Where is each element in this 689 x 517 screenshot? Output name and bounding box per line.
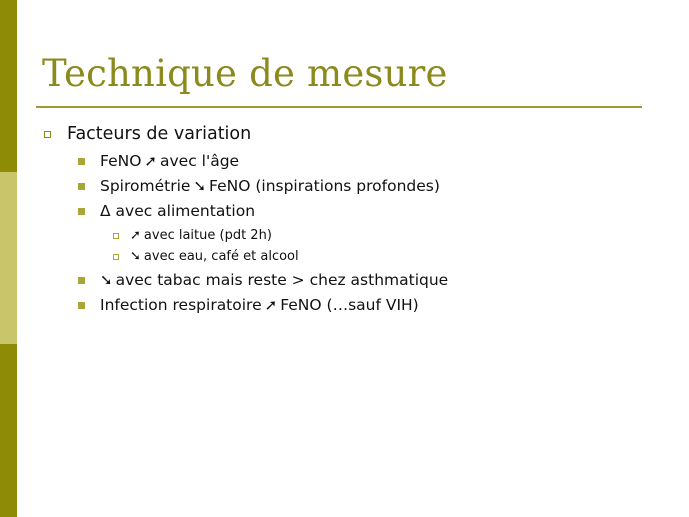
arrow-up-right-icon: ➚ [130,228,141,243]
list-item [78,271,448,289]
item-text: avec eau, café et alcool [143,249,299,264]
heading-text: Facteurs de variation [67,124,252,144]
left-accent-bar-bottom [0,344,17,517]
arrow-down-right-icon: ➘ [193,177,207,195]
item-text: FeNO [100,152,142,170]
sub-list-item [113,249,299,264]
left-accent-bar-top [0,0,17,172]
sub-list-item [113,228,272,243]
square-bullet-icon [78,302,85,309]
small-square-bullet-icon [113,254,119,260]
list-item [78,202,255,220]
arrow-down-right-icon: ➘ [100,271,113,289]
item-text: Infection respiratoire [100,296,262,314]
square-bullet-icon [78,183,85,190]
list-item [78,152,239,170]
left-accent-bar-middle [0,172,17,344]
item-text: avec l'âge [159,152,240,170]
list-item [78,296,419,314]
square-bullet-icon [78,277,85,284]
list-item-heading [44,124,251,144]
item-text: Δ avec alimentation [100,202,256,220]
hollow-square-bullet-icon [44,131,51,138]
item-text: FeNO (…sauf VIH) [280,296,419,314]
item-text: Spirométrie [100,177,191,195]
item-text: avec laitue (pdt 2h) [143,228,272,243]
arrow-up-right-icon: ➚ [264,296,278,314]
square-bullet-icon [78,208,85,215]
item-text: FeNO (inspirations profondes) [209,177,440,195]
slide-title: Technique de mesure [42,52,448,95]
small-square-bullet-icon [113,233,119,239]
title-divider [36,106,642,108]
arrow-up-right-icon: ➚ [144,152,157,170]
item-text: avec tabac mais reste > chez asthmatique [115,271,449,289]
square-bullet-icon [78,158,85,165]
arrow-down-right-icon: ➘ [130,249,141,264]
list-item [78,177,440,195]
